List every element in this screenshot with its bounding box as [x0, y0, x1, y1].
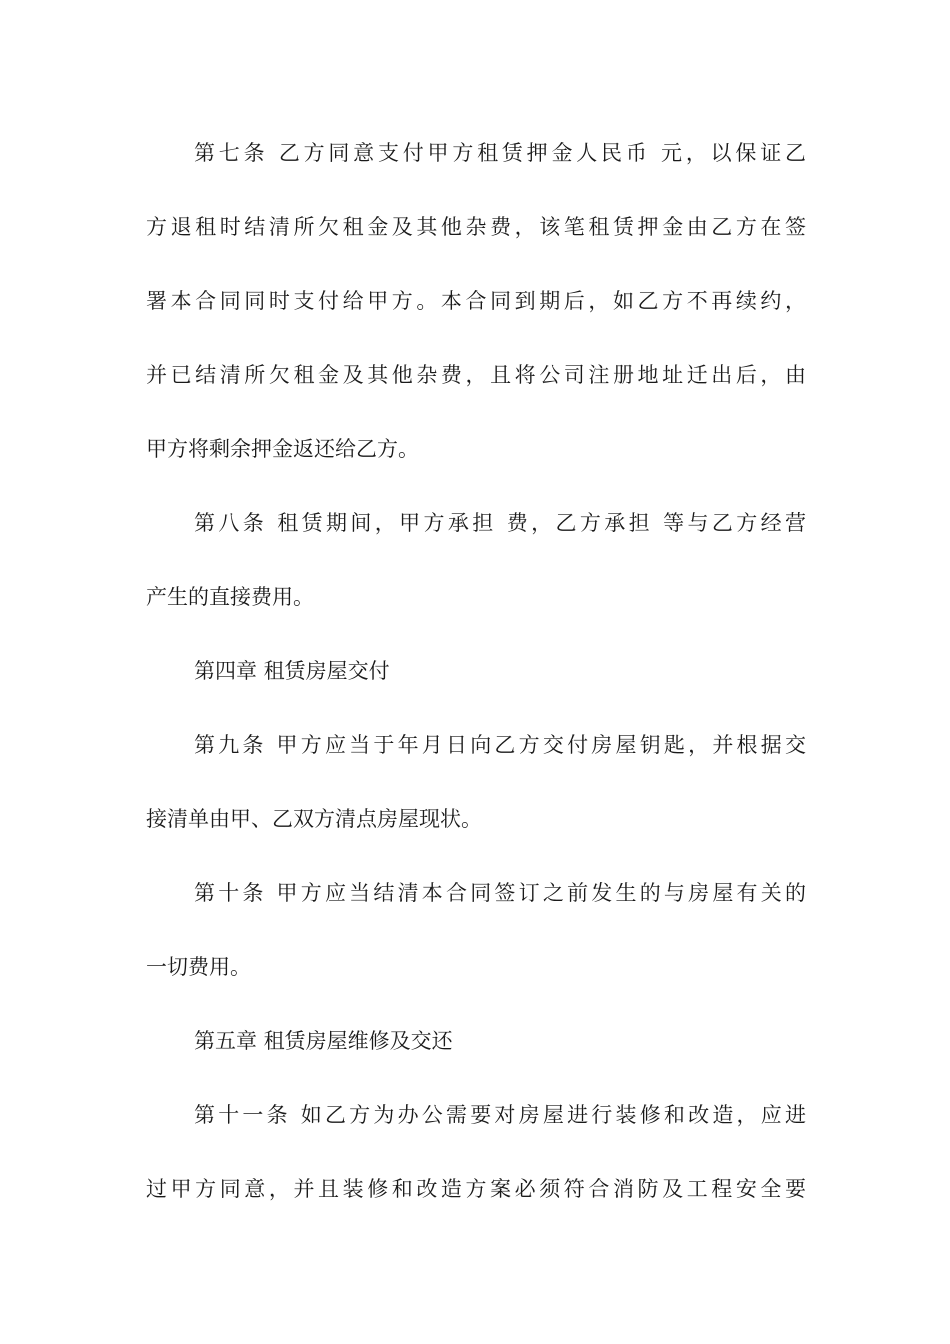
article-11-line-1: 第十一条 如乙方为办公需要对房屋进行装修和改造，应进: [194, 1103, 806, 1127]
article-7-line-4: 并已结清所欠租金及其他杂费，且将公司注册地址迁出后，由: [146, 363, 806, 387]
article-8-line-1: 第八条 租赁期间，甲方承担 费，乙方承担 等与乙方经营: [194, 511, 806, 535]
article-9-line-2: 接清单由甲、乙双方清点房屋现状。: [146, 807, 482, 831]
article-10-line-2: 一切费用。: [146, 955, 251, 979]
article-7-line-2: 方退租时结清所欠租金及其他杂费，该笔租赁押金由乙方在签: [146, 215, 806, 239]
article-10-line-1: 第十条 甲方应当结清本合同签订之前发生的与房屋有关的: [194, 881, 806, 905]
chapter-5-heading: 第五章 租赁房屋维修及交还: [194, 1029, 453, 1053]
chapter-4-heading: 第四章 租赁房屋交付: [194, 659, 390, 683]
article-7-line-3: 署本合同同时支付给甲方。本合同到期后，如乙方不再续约，: [146, 289, 806, 313]
article-11-line-2: 过甲方同意，并且装修和改造方案必须符合消防及工程安全要: [146, 1177, 806, 1201]
article-7-line-1: 第七条 乙方同意支付甲方租赁押金人民币 元，以保证乙: [194, 141, 806, 165]
article-7-line-5: 甲方将剩余押金返还给乙方。: [146, 437, 419, 461]
article-9-line-1: 第九条 甲方应当于年月日向乙方交付房屋钥匙，并根据交: [194, 733, 806, 757]
article-8-line-2: 产生的直接费用。: [146, 585, 314, 609]
